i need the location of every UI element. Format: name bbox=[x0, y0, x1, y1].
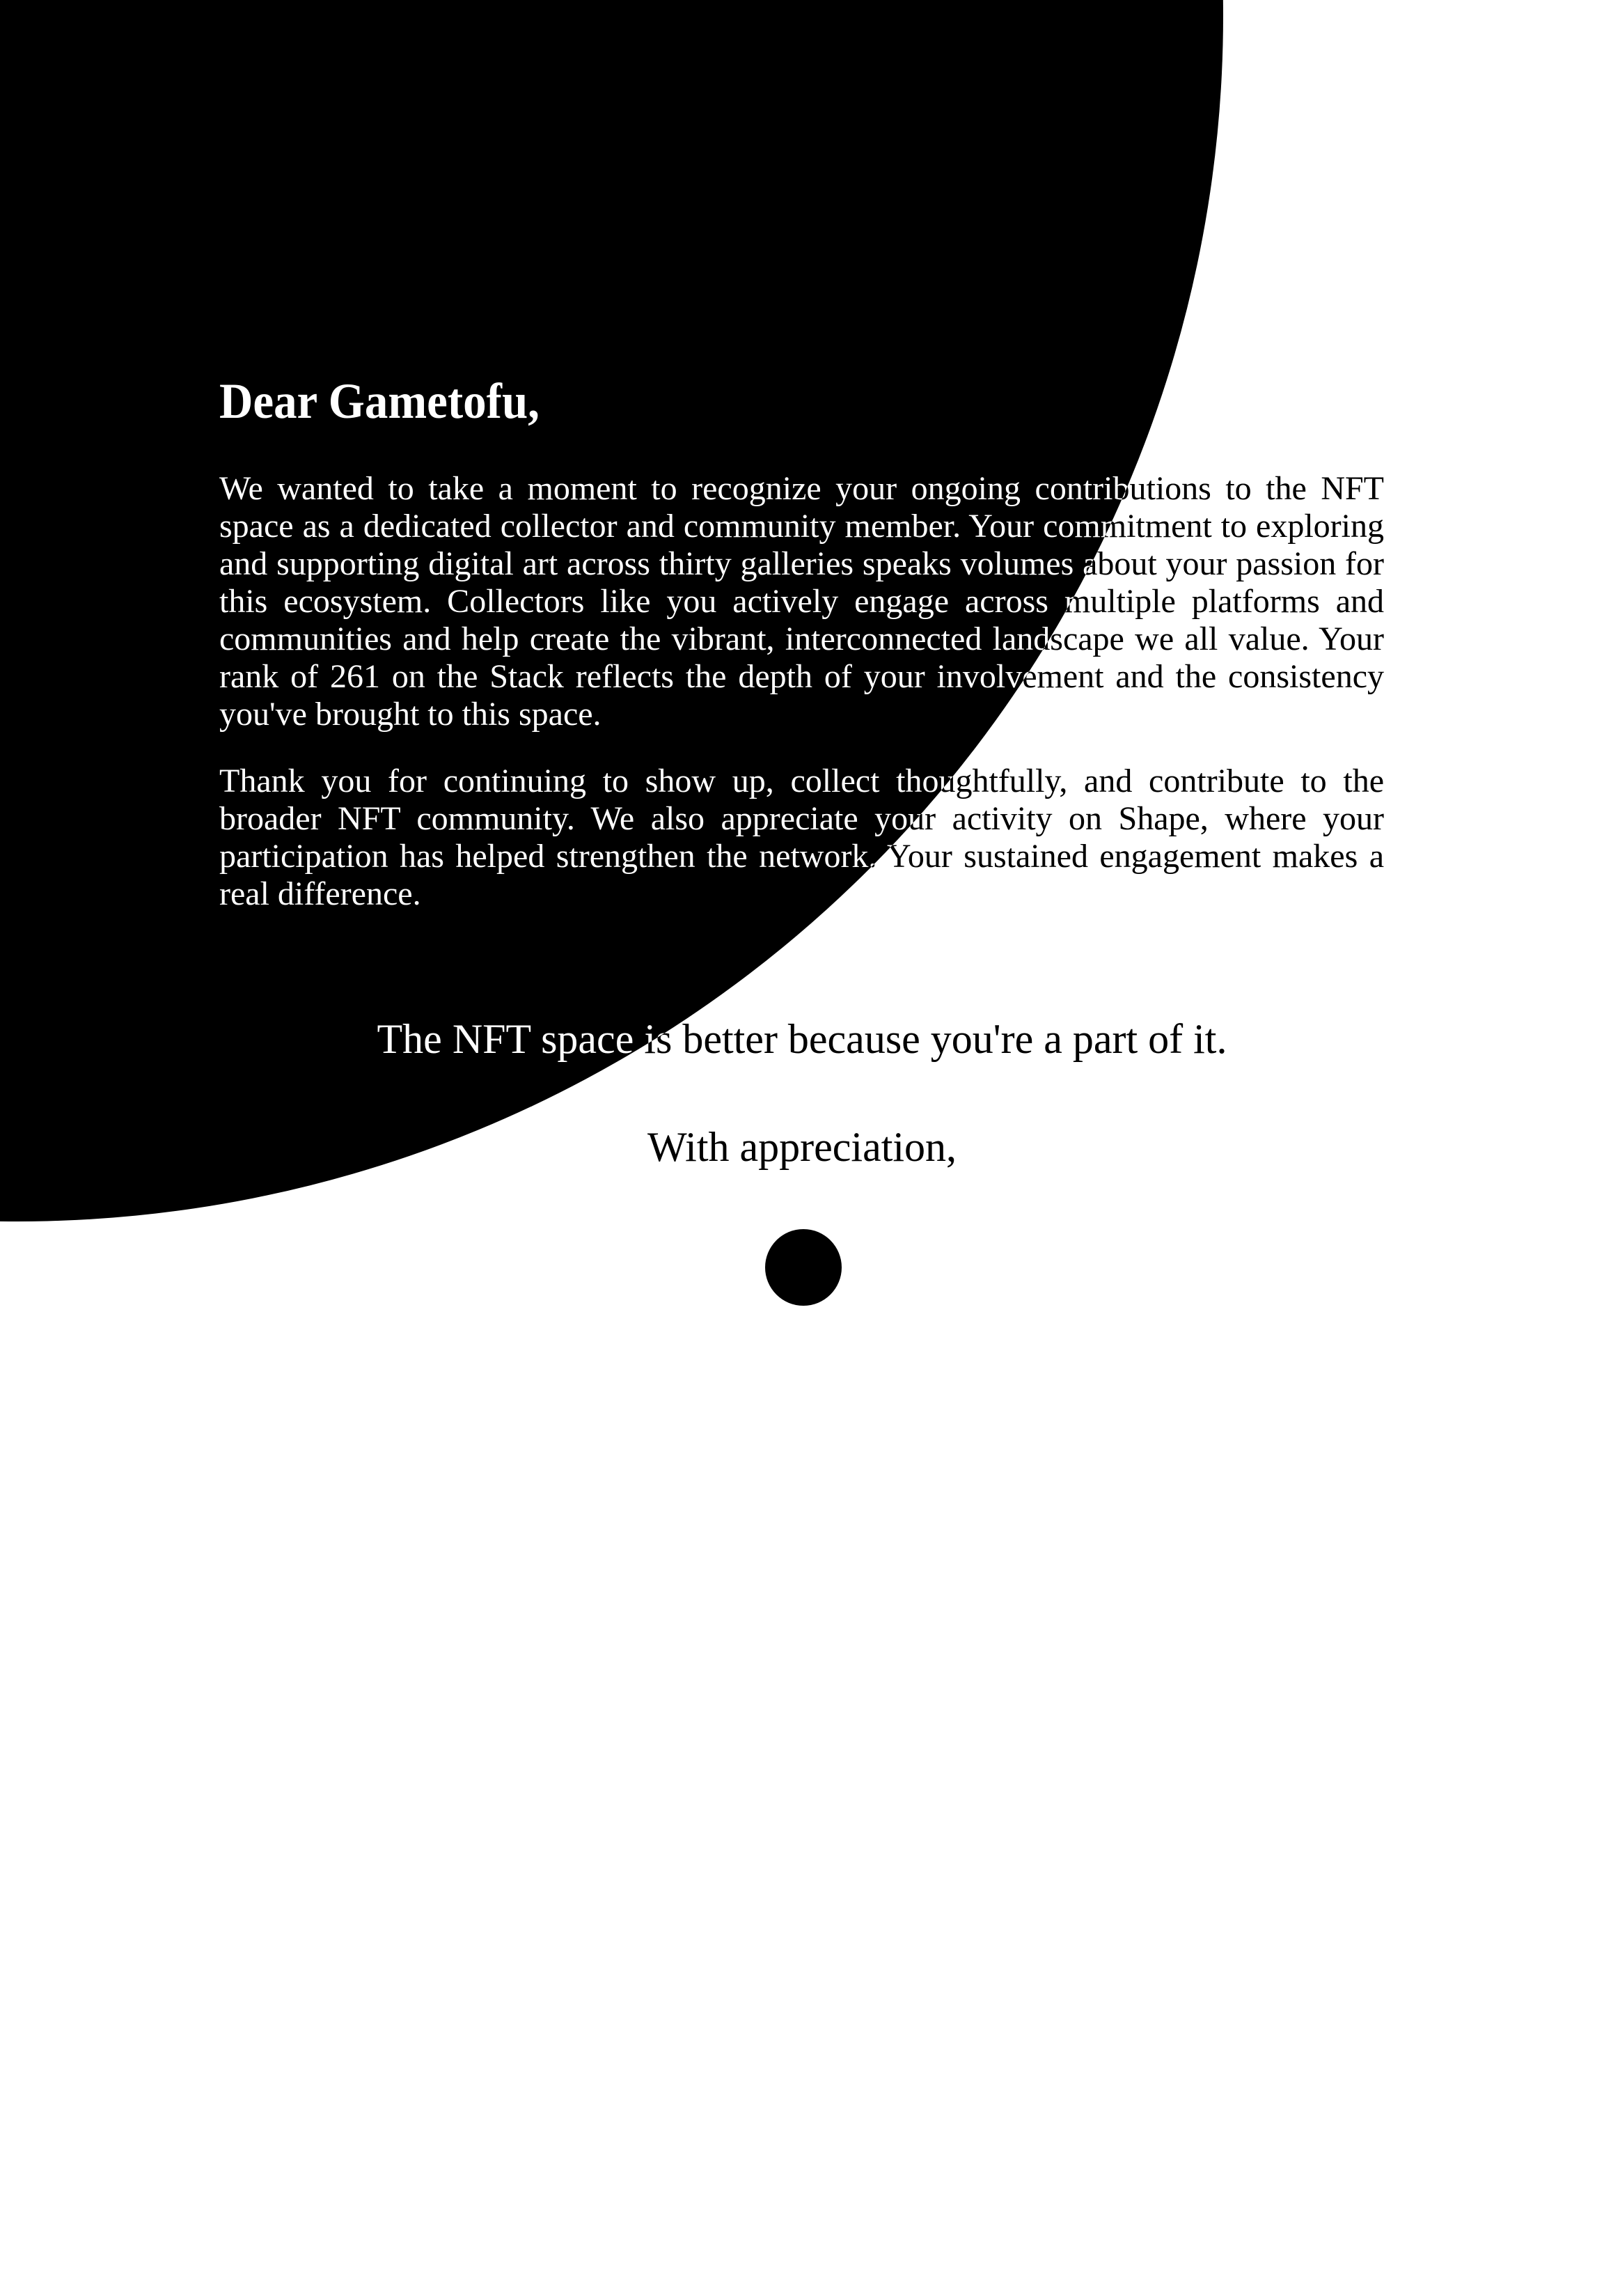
salutation-heading: Dear Gametofu, bbox=[219, 373, 540, 429]
letter-body bbox=[219, 470, 1384, 913]
tagline-text: The NFT space is better because you're a part of it. bbox=[377, 1016, 1227, 1062]
letter-paragraph: Thank you for continuing to show up, collect thoughtfully, and contribute to the broader NFT community. We also appreciate your activity on Shape, where your participation has helped strengthen the network. Your sustained engagement makes a real difference. bbox=[219, 763, 1384, 912]
signoff-text: With appreciation, bbox=[647, 1124, 957, 1170]
letter-paragraph: We wanted to take a moment to recognize your ongoing contributions to the NFT space as a dedicated collector and community member. Your commitment to exploring and supporting digital art across thirty galleries speaks volumes about your passion for this ecosystem. Collectors like you actively engage across multiple platforms and communities and help create the vibrant, interconnected landscape we all value. Your rank of 261 on the Stack reflects the depth of your involvement and the consistency you've brought to this space. bbox=[219, 470, 1384, 733]
